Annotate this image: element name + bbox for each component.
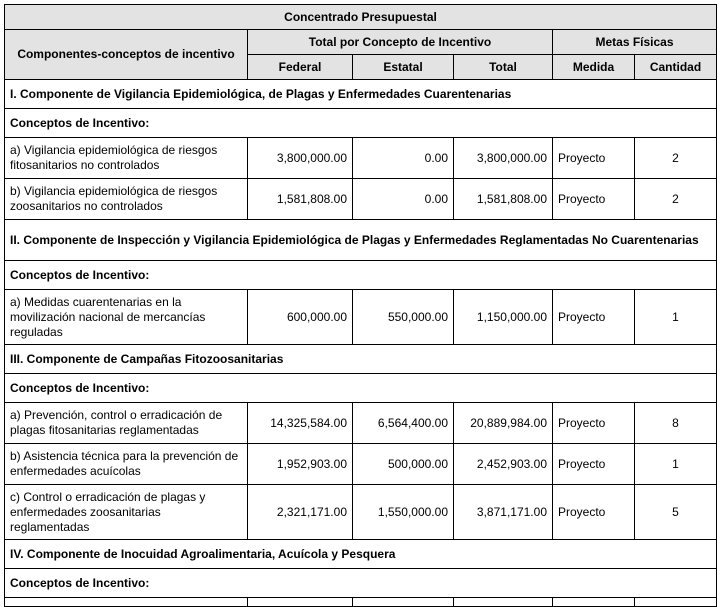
medida-cell: Proyecto <box>553 444 635 485</box>
concepts-label: Conceptos de Incentivo: <box>5 374 717 403</box>
estatal-cell: 0.00 <box>353 179 454 220</box>
estatal-cell: 1,550,000.00 <box>353 485 454 540</box>
concept-cell <box>5 598 248 607</box>
total-cell <box>454 598 553 607</box>
cantidad-cell: 1 <box>635 444 717 485</box>
concepts-label-row <box>5 109 717 138</box>
medida-cell: Proyecto <box>553 403 635 444</box>
table-row <box>5 138 717 179</box>
cantidad-cell: 8 <box>635 403 717 444</box>
total-cell: 3,871,171.00 <box>454 485 553 540</box>
table-row <box>5 598 717 607</box>
federal-cell <box>248 598 353 607</box>
total-cell: 3,800,000.00 <box>454 138 553 179</box>
table-row <box>5 444 717 485</box>
estatal-cell: 0.00 <box>353 138 454 179</box>
header-component: Componentes-conceptos de incentivo <box>5 30 248 80</box>
total-cell: 1,150,000.00 <box>454 290 553 345</box>
header-total: Total <box>454 55 553 80</box>
cantidad-cell <box>635 598 717 607</box>
concept-cell: b) Vigilancia epidemiológica de riesgos zoosanitarios no controlados <box>5 179 248 220</box>
budget-table <box>4 4 717 607</box>
estatal-cell <box>353 598 454 607</box>
section-title: IV. Componente de Inocuidad Agroalimentaria, Acuícola y Pesquera <box>5 540 717 569</box>
estatal-cell: 6,564,400.00 <box>353 403 454 444</box>
table-row <box>5 485 717 540</box>
concepts-label: Conceptos de Incentivo: <box>5 261 717 290</box>
cantidad-cell: 1 <box>635 290 717 345</box>
medida-cell: Proyecto <box>553 485 635 540</box>
cantidad-cell: 5 <box>635 485 717 540</box>
total-cell: 2,452,903.00 <box>454 444 553 485</box>
federal-cell: 1,952,903.00 <box>248 444 353 485</box>
estatal-cell: 550,000.00 <box>353 290 454 345</box>
cantidad-cell: 2 <box>635 179 717 220</box>
concept-cell: c) Control o erradicación de plagas y enfermedades zoosanitarias reglamentadas <box>5 485 248 540</box>
section-title: I. Componente de Vigilancia Epidemiológica, de Plagas y Enfermedades Cuarentenarias <box>5 80 717 109</box>
medida-cell: Proyecto <box>553 290 635 345</box>
federal-cell: 2,321,171.00 <box>248 485 353 540</box>
federal-cell: 14,325,584.00 <box>248 403 353 444</box>
header-federal: Federal <box>248 55 353 80</box>
table-title: Concentrado Presupuestal <box>5 5 717 30</box>
federal-cell: 1,581,808.00 <box>248 179 353 220</box>
header-metas-group: Metas Físicas <box>553 30 717 55</box>
concepts-label: Conceptos de Incentivo: <box>5 569 717 598</box>
section-row <box>5 540 717 569</box>
federal-cell: 600,000.00 <box>248 290 353 345</box>
federal-cell: 3,800,000.00 <box>248 138 353 179</box>
header-cantidad: Cantidad <box>635 55 717 80</box>
concepts-label-row <box>5 261 717 290</box>
concept-cell: a) Medidas cuarentenarias en la movilización nacional de mercancías reguladas <box>5 290 248 345</box>
section-row <box>5 345 717 374</box>
medida-cell: Proyecto <box>553 138 635 179</box>
section-row <box>5 80 717 109</box>
medida-cell: Proyecto <box>553 179 635 220</box>
concept-cell: a) Prevención, control o erradicación de plagas fitosanitarias reglamentadas <box>5 403 248 444</box>
total-cell: 1,581,808.00 <box>454 179 553 220</box>
total-cell: 20,889,984.00 <box>454 403 553 444</box>
table-row <box>5 179 717 220</box>
concepts-label-row <box>5 374 717 403</box>
concepts-label: Conceptos de Incentivo: <box>5 109 717 138</box>
header-medida: Medida <box>553 55 635 80</box>
section-title: II. Componente de Inspección y Vigilancia Epidemiológica de Plagas y Enfermedades Reglamentadas No Cuarentenarias <box>5 220 717 261</box>
table-row <box>5 403 717 444</box>
concepts-label-row <box>5 569 717 598</box>
section-title: III. Componente de Campañas Fitozoosanitarias <box>5 345 717 374</box>
cantidad-cell: 2 <box>635 138 717 179</box>
medida-cell <box>553 598 635 607</box>
concept-cell: b) Asistencia técnica para la prevención de enfermedades acuícolas <box>5 444 248 485</box>
table-row <box>5 290 717 345</box>
concept-cell: a) Vigilancia epidemiológica de riesgos fitosanitarios no controlados <box>5 138 248 179</box>
estatal-cell: 500,000.00 <box>353 444 454 485</box>
section-row <box>5 220 717 261</box>
header-estatal: Estatal <box>353 55 454 80</box>
header-total-group: Total por Concepto de Incentivo <box>248 30 553 55</box>
